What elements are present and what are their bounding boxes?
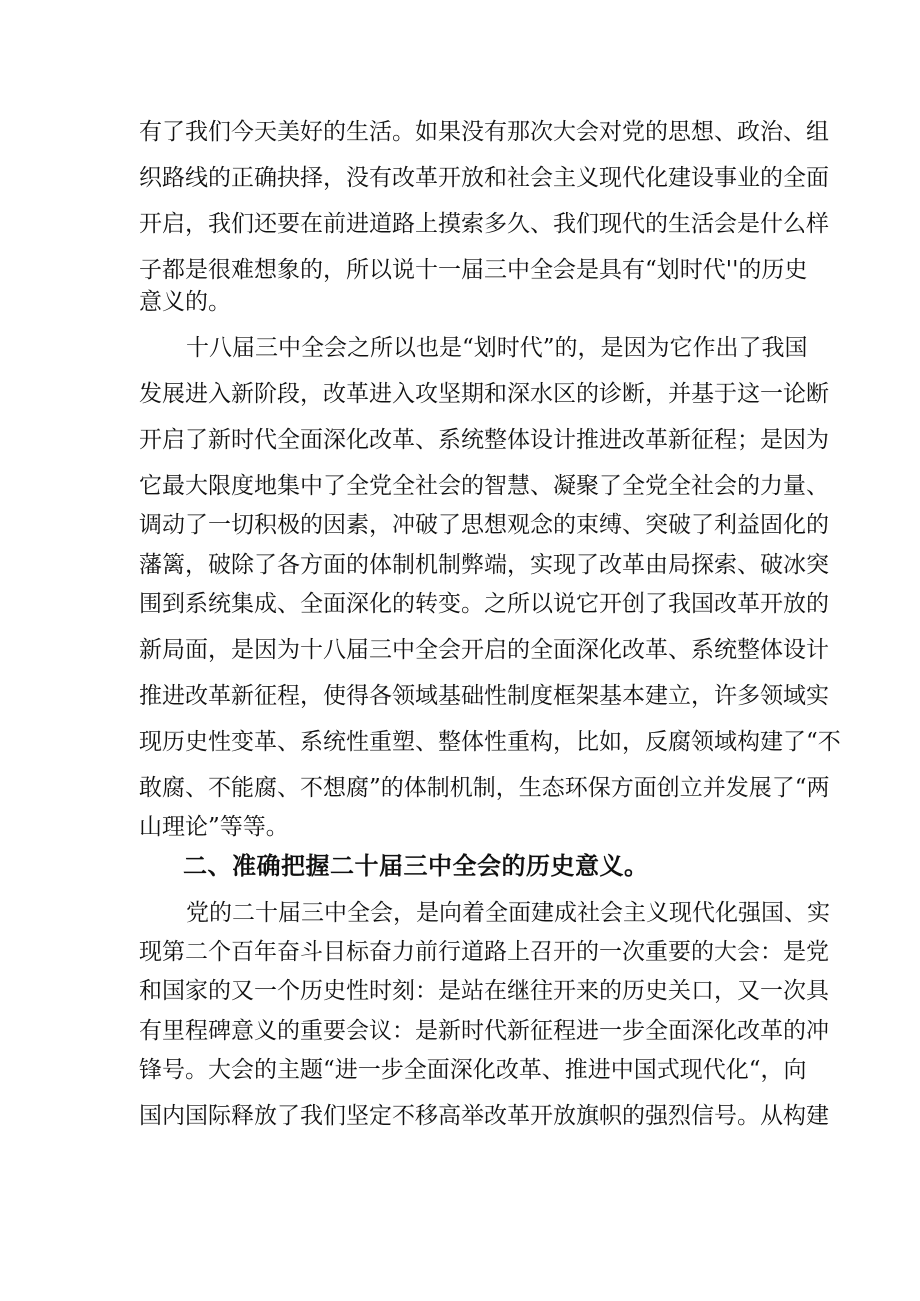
paragraph-1-line-1: 有了我们今天美好的生活。如果没有那次大会对党的思想、政治、组 — [139, 119, 829, 145]
paragraph-2-line-2: 发展进入新阶段，改革进入攻坚期和深水区的诊断，并基于这一论断 — [139, 381, 829, 407]
paragraph-3-line-4: 有里程碑意义的重要会议：是新时代新征程进一步全面深化改革的冲 — [139, 1018, 829, 1044]
paragraph-2-line-8: 新局面，是因为十八届三中全会开启的全面深化改革、系统整体设计 — [139, 637, 829, 663]
paragraph-2-line-1: 十八届三中全会之所以也是“划时代”的，是因为它作出了我国 — [186, 335, 808, 361]
paragraph-1-line-2: 织路线的正确抉择，没有改革开放和社会主义现代化建设事业的全面 — [139, 165, 829, 191]
paragraph-2-line-3: 开启了新时代全面深化改革、系统整体设计推进改革新征程；是因为 — [139, 427, 829, 453]
paragraph-1-line-5: 意义的。 — [139, 289, 231, 315]
paragraph-1-line-3: 开启，我们还要在前进道路上摸索多久、我们现代的生活会是什么样 — [139, 211, 829, 237]
paragraph-3-line-3: 和国家的又一个历史性时刻：是站在继往开来的历史关口，又一次具 — [139, 978, 829, 1004]
paragraph-2-line-9: 推进改革新征程，使得各领域基础性制度框架基本建立，许多领域实 — [139, 683, 829, 709]
paragraph-3-line-6: 国内国际释放了我们坚定不移高举改革开放旗帜的强烈信号。从构建 — [139, 1103, 829, 1129]
paragraph-2-line-10: 现历史性变革、系统性重塑、整体性重构，比如，反腐领域构建了“不 — [139, 729, 841, 755]
paragraph-2-line-7: 围到系统集成、全面深化的转变。之所以说它开创了我国改革开放的 — [139, 591, 829, 617]
paragraph-3-line-1: 党的二十届三中全会，是向着全面建成社会主义现代化强国、实 — [186, 900, 830, 926]
paragraph-1-line-4: 子都是很难想象的，所以说十一届三中全会是具有“划时代''的历史 — [139, 257, 808, 283]
section-heading: 二、准确把握二十届三中全会的历史意义。 — [183, 852, 649, 880]
paragraph-2-line-11: 敢腐、不能腐、不想腐”的体制机制，生态环保方面创立并发展了“两 — [139, 775, 830, 801]
paragraph-2-line-6: 藩篱，破除了各方面的体制机制弊端，实现了改革由局探索、破冰突 — [139, 552, 829, 578]
paragraph-3-line-5: 锋号。大会的主题“进一步全面深化改革、推进中国式现代化“，向 — [139, 1057, 807, 1083]
paragraph-2-line-4: 它最大限度地集中了全党全社会的智慧、凝聚了全党全社会的力量、 — [139, 473, 829, 499]
paragraph-3-line-2: 现第二个百年奋斗目标奋力前行道路上召开的一次重要的大会：是党 — [139, 939, 829, 965]
paragraph-2-line-5: 调动了一切积极的因素，冲破了思想观念的束缚、突破了利益固化的 — [139, 512, 829, 538]
paragraph-2-line-12: 山理论”等等。 — [139, 814, 289, 840]
